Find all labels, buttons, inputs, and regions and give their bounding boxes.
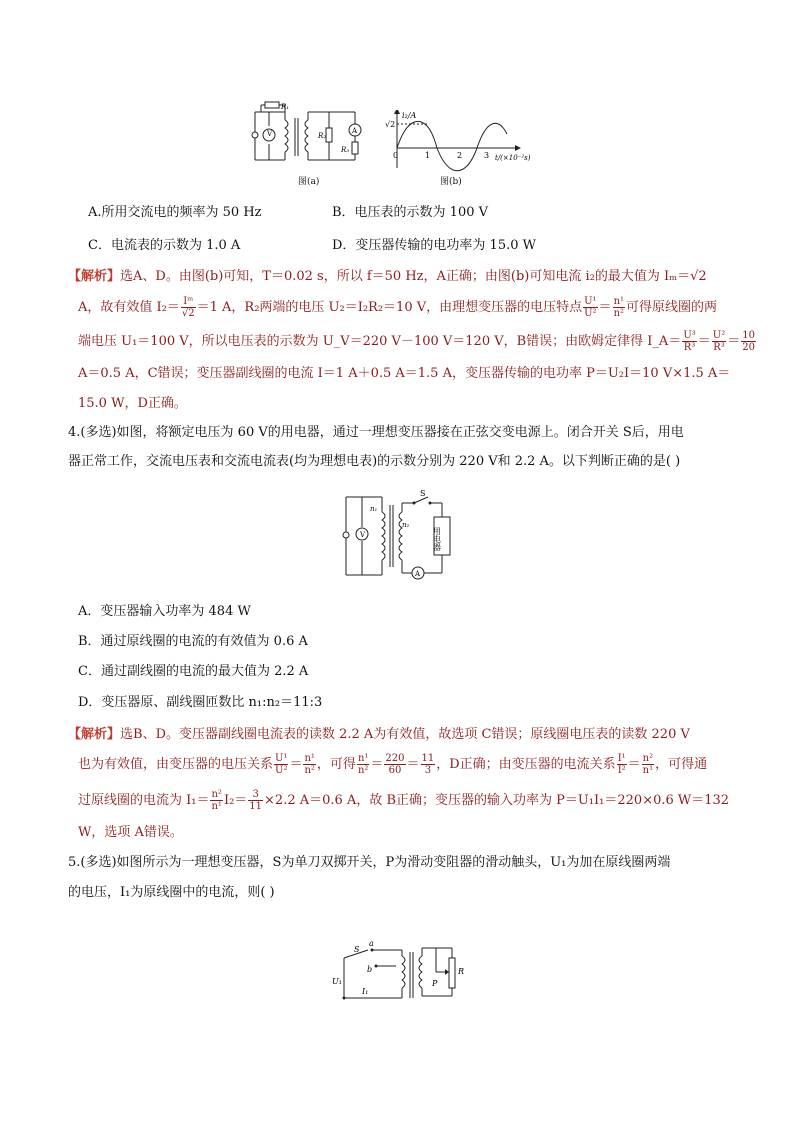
analysis4-line2: 也为有效值，由变压器的电压关系 $\frac{\text{U¹}}{\text{U²}}$ ＝ $\frac{\text{n¹}}{\text{n²}}$ ，可得 $\frac{\text{n¹}}{\text{n²}}$ ＝ $\frac{220}{60}$ ＝ $\frac{11}{3}$ ，D正确；由变压器的电流关系 $\frac{\text{I¹}}{\text{I²}}$ ＝ $\frac{\text{n²}}{\text{n¹}}$ ，可得通 [78, 753, 708, 776]
fraction: $\frac{10}{20}$ [742, 330, 755, 353]
analysis3-line4: A＝0.5 A，C错误；变压器副线圈的电流 I＝1 A＋0.5 A＝1.5 A，变压器传输的电功率 P＝U₂I＝10 V×1.5 A＝ [78, 366, 731, 381]
fraction: $\frac{\text{Iᵐ}}{√2}$ [181, 296, 195, 319]
q3-option-a: A.所用交流电的频率为 50 Hz [88, 205, 262, 220]
y-tick-sqrt2: √2 [385, 120, 396, 129]
analysis3-line2: A，故有效值 I₂＝ $\frac{\text{Iᵐ}}{√2}$ ＝1 A，R₂两端的电压 U₂＝I₂R₂＝10 V，由理想变压器的电压特点 $\frac{\text{U¹}}{\text{U²}}$ ＝ $\frac{\text{n¹}}{\text{n²}}$ 可得原线圈的两 [78, 296, 718, 319]
q4-stem-line1: 4.(多选)如图，将额定电压为 60 V的用电器，通过一理想变压器接在正弦交变电源上。闭合开关 S后，用电 [68, 425, 684, 440]
analysis4-line3: 过原线圈的电流为 I₁＝ $\frac{\text{n²}}{\text{n¹}}$ I₂＝ $\frac{3}{11}$ ×2.2 A＝0.6 A，故 B正确；变压器的输入功率为 P＝U₁I₁＝220×0.6 W＝132 [78, 789, 730, 812]
fraction: $\frac{\text{I¹}}{\text{I²}}$ [617, 753, 626, 776]
x-tick-3: 3 [484, 151, 490, 160]
contact-a-label: a [369, 939, 374, 948]
figure-a-circuit [245, 100, 375, 185]
fraction: $\frac{220}{60}$ [385, 753, 405, 776]
analysis3-text2a: A，故有效值 I₂＝ [78, 300, 180, 315]
fraction: $\frac{\text{n¹}}{\text{n²}}$ [304, 753, 315, 776]
fraction: $\frac{\text{n²}}{\text{n¹}}$ [642, 753, 654, 776]
fraction: $\frac{\text{n¹}}{\text{n²}}$ [357, 753, 369, 776]
fraction: $\frac{\text{U¹}}{\text{U²}}$ [584, 296, 597, 319]
fraction: $\frac{11}{3}$ [421, 753, 435, 776]
fraction: $\frac{\text{U¹}}{\text{U²}}$ [275, 753, 288, 776]
x-tick-1: 1 [425, 151, 431, 160]
switch-label: S [420, 489, 426, 498]
resistor-r-label: R [458, 967, 465, 976]
fraction: $\frac{\text{U²}}{\text{R³}}$ [712, 330, 726, 353]
fraction: $\frac{\text{n²}}{\text{n¹}}$ [211, 789, 222, 812]
fraction: $\frac{3}{11}$ [249, 789, 263, 812]
analysis3-text2d: 可得原线圈的两 [626, 300, 718, 315]
caption-b: 图(b) [440, 177, 462, 187]
x-origin: 0 [393, 151, 399, 160]
analysis4-tag: 【解析】 [68, 727, 121, 742]
n2-label: n₂ [402, 521, 410, 529]
device-label: 用电器 [432, 527, 442, 551]
q4-circuit-figure [338, 487, 468, 587]
voltmeter-label: V [360, 531, 366, 539]
x-tick-2: 2 [457, 151, 463, 160]
analysis3-text1: 选A、D。由图(b)可知，T＝0.02 s，所以 f＝50 Hz，A正确；由图(b)可知电流 i₂的最大值为 Iₘ＝√2 [120, 269, 707, 284]
analysis4-line1 [68, 725, 690, 745]
slider-p-label: P [432, 979, 438, 988]
r1-label: R₁ [281, 103, 290, 111]
figure-b-waveform [385, 110, 545, 175]
q3-option-b: B．电压表的示数为 100 V [332, 205, 489, 220]
q4-option-d: D．变压器原、副线圈匝数比 n₁:n₂＝11:3 [78, 695, 323, 710]
i1-label: I₁ [362, 987, 369, 996]
switch-s-label: S [354, 945, 360, 954]
q4-option-a: A．变压器输入功率为 484 W [78, 604, 251, 619]
q3-option-c: C．电流表的示数为 1.0 A [88, 238, 241, 253]
analysis4-text1: 选B、D。变压器副线圈电流表的读数 2.2 A为有效值，故选项 C错误；原线圈电压表的读数 220 V [120, 727, 690, 742]
ammeter-label: A [352, 127, 358, 135]
voltmeter-label: V [267, 130, 273, 138]
analysis3-line1 [68, 267, 707, 287]
r3-label: R₃ [341, 146, 350, 154]
q4-option-c: C．通过副线圈的电流的最大值为 2.2 A [78, 664, 309, 679]
q5-stem-line2: 的电压，I₁为原线圈中的电流，则( ) [68, 885, 275, 900]
y-axis-label: i₂/A [402, 111, 417, 120]
analysis3-text2b: ＝1 A，R₂两端的电压 U₂＝I₂R₂＝10 V，由理想变压器的电压特点 [196, 300, 583, 315]
q4-option-b: B．通过原线圈的电流的有效值为 0.6 A [78, 634, 308, 649]
contact-b-label: b [367, 965, 373, 974]
q4-stem-line2: 器正常工作，交流电压表和交流电流表(均为理想电表)的示数分别为 220 V和 2.2 A。以下判断正确的是( ) [68, 454, 681, 469]
n1-label: n₁ [370, 505, 378, 513]
q5-circuit-figure [332, 938, 472, 1008]
fraction: $\frac{\text{n¹}}{\text{n²}}$ [613, 296, 625, 319]
analysis3-text3: 端电压 U₁＝100 V，所以电压表的示数为 U_V＝220 V－100 V＝120 V，B错误；由欧姆定律得 I_A＝ [78, 334, 682, 349]
fraction: $\frac{\text{U³}}{\text{R³}}$ [683, 330, 696, 353]
q5-stem-line1: 5.(多选)如图所示为一理想变压器，S为单刀双掷开关，P为滑动变阻器的滑动触头，U₁为加在原线圈两端 [68, 855, 671, 870]
analysis3-line3: 端电压 U₁＝100 V，所以电压表的示数为 U_V＝220 V－100 V＝120 V，B错误；由欧姆定律得 I_A＝ $\frac{\text{U³}}{\text{R³}}$ ＝ $\frac{\text{U²}}{\text{R³}}$ ＝ $\frac{10}{20}$ [78, 330, 755, 353]
analysis4-line4: W，选项 A错误。 [78, 825, 183, 840]
q3-option-d: D．变压器传输的电功率为 15.0 W [332, 238, 536, 253]
caption-a: 图(a) [298, 177, 320, 187]
analysis3-tag: 【解析】 [68, 269, 121, 284]
u1-label: U₁ [332, 977, 342, 986]
r2-label: R₂ [318, 132, 327, 140]
analysis3-line5: 15.0 W，D正确。 [78, 396, 187, 411]
ammeter-label: A [415, 570, 421, 578]
x-axis-label: t/(×10⁻²s) [495, 154, 531, 162]
